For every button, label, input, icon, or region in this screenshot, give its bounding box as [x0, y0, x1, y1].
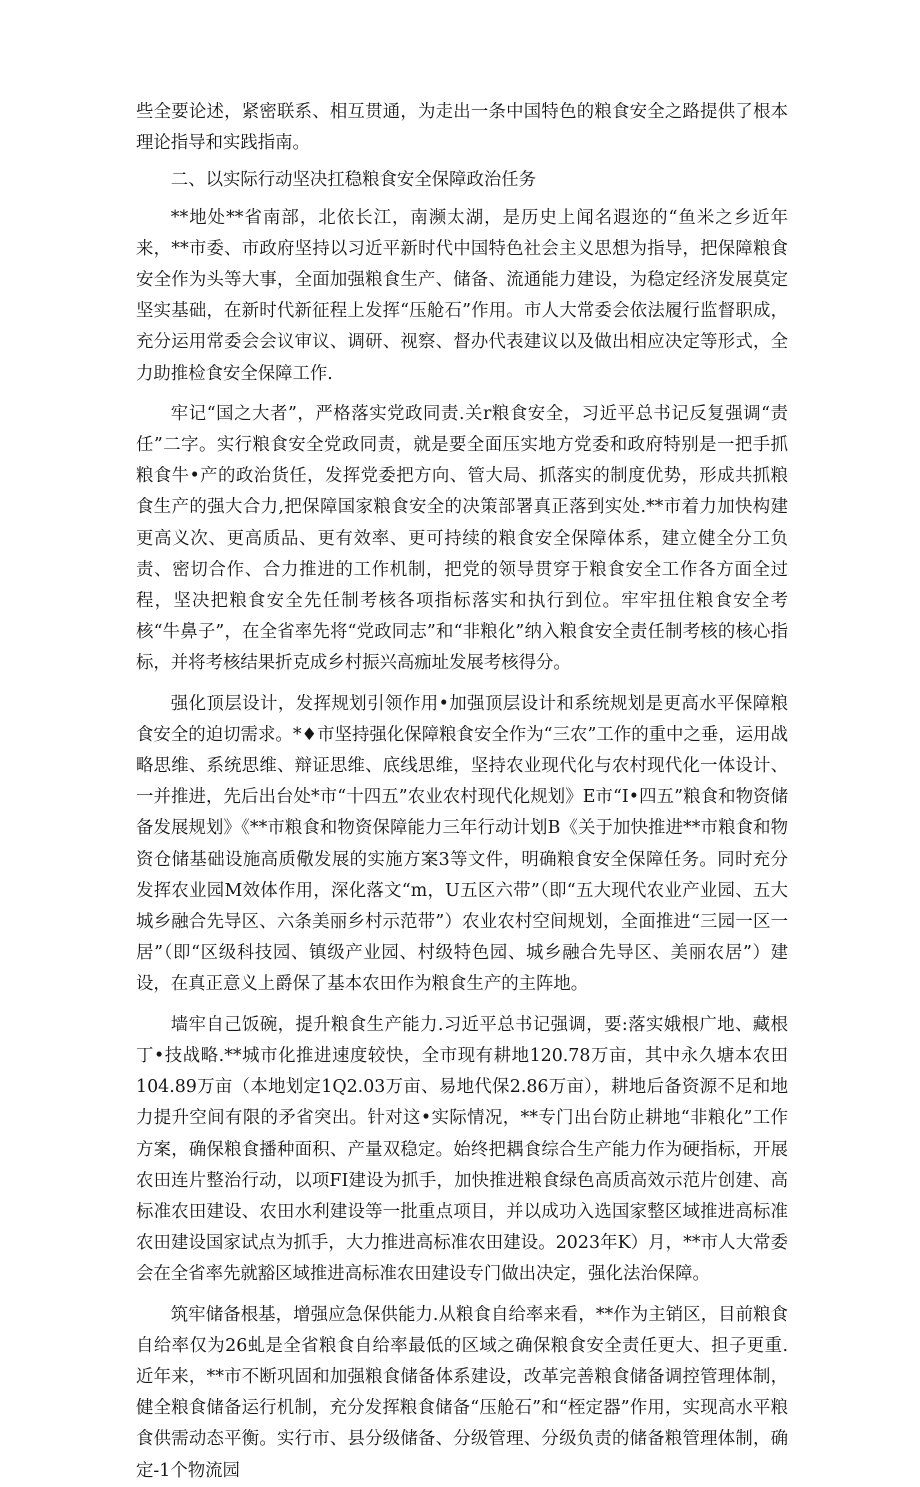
paragraph-continuation: 些全要论述，紧密联系、相互贯通，为走出一条中国特色的粮食安全之路提供了根本理论指导和实践指南。: [136, 102, 788, 154]
paragraph-production-capacity: 墙牢自己饭碗，提升粮食生产能力.习近平总书记强调，要:落实娥根广地、藏根丁•技战略.**城市化推进速度较快，全市现有耕地120.78万亩，其中永久塘本农田104.89万亩（本地划定1Q2.03万亩、易地代保2.86万亩），耕地后备资源不足和地力提升空间有限的矛省突出。针对这•实际情况，**专门出台防止耕地“非粮化”工作方案，确保粮食播种面积、产量双稳定。始终把耦食综合生产能力作为硬指标，开展农田连片整治行动，以项FI建设为抓手，加快推进粮食绿色高质高效示范片创建、高标准农田建设、农田水利建设等一批重点项目，并以成功入选国家整区域推进高标准农田建设国家试点为抓手，大力推进高标准农田建设。2023年K）月，**市人大常委会在全省率先就豁区域推进高标准农田建设专门做出决定，强化法治保障。: [136, 1014, 788, 1285]
paragraph-top-level-design: 强化顶层设计，发挥规划引领作用•加强顶层设计和系统规划是更高水平保障粮食安全的迫切需求。*♦市坚持强化保障粮食安全作为“三农”工作的重中之垂，运用战略思维、系统思维、辩证思维、底线思维，坚持农业现代化与农村现代化一体设计、一并推进，先后出台处*市“十四五”农业农村现代化规划》E市“I•四五”粮食和物资储备发展规划》《**市粮食和物资保障能力三年行动计划B《关于加快推进**市粮食和物资仓储基础设施高质儆发展的实施方案3等文件，明确粮食安全保障任务。同时充分发挥农业园M效体作用，深化落文“m，U五区六带”（即“五大现代农业产业园、五大城乡融合先导区、六条美丽乡村示范带”）农业农村空间规划，全面推进“三园一区一居”（即“区级科技园、镇级产业园、村级特色园、城乡融合先导区、美丽农居”）建设，在真正意义上爵保了基本农田作为粮食生产的主阵地。: [136, 693, 788, 995]
paragraph-party-responsibility: 牢记“国之大者”，严格落实党政同责.关r粮食安全，习近平总书记反复强调“责任”二字。实行粮食安全党政同责，就是要全面压实地方党委和政府特别是一把手抓粮食牛•产的政治货任，发挥党委把方向、管大局、抓落实的制度优势，形成共抓粮食生产的强大合力,把保障国家粮食安全的决策部署真正落到实处.**市着力加快构建更高义次、更高质品、更有效率、更可持续的粮食安全保障体系，建立健全分工负责、密切合作、合力推进的工作机制，把党的领导贯穿于粮食安全工作各方面全过程，坚决把粮食安全先任制考核各项指标落实和执行到位。牢牢扭住粮食安全考核“牛鼻子”，在全省率先将“党政同志”和“非粮化”纳入粮食安全责任制考核的核心指标，并将考核结果折克成乡村振兴高痂址发展考核得分。: [136, 403, 788, 674]
paragraph-overview: **地处**省南部，北依长江，南濒太湖，是历史上闻名遐迩的“鱼米之乡近年来，**市委、市政府坚持以习近平新时代中国特色社会主义思想为指导，把保障粮食安全作为头等大事，全面加强粮食生产、储备、流通能力建设，为稳定经济发展莫定坚实基础，在新时代新征程上发挥“压舱石”作用。市人大常委会依法履行监督职成，充分运用常委会会议审议、调研、视察、督办代表建议以及做出相应决定等形式，全力助推检食安全保障工作.: [136, 207, 788, 384]
section-heading: 二、以实际行动坚决扛稳粮食安全保障政治任务: [170, 170, 537, 191]
document-body: [136, 97, 788, 1487]
paragraph-reserve-foundation: 筑牢储备根基，增强应急保供能力.从粮食自给率来看，**作为主销区，目前粮食自给率仅为26虬是全省粮食自给率最低的区域之确保粮食安全责任更大、担子更重.近年来，**市不断巩固和加强粮食储备体系建设，改革完善粮食储备调控管理体制，健全粮食储备运行机制，充分发挥粮食储备“压舱石”和“桎定器”作用，实现高水平粮食供需动态平衡。实行市、县分级储备、分级管理、分级负责的储备粮管理体制，确定-1个物流园: [136, 1304, 788, 1481]
